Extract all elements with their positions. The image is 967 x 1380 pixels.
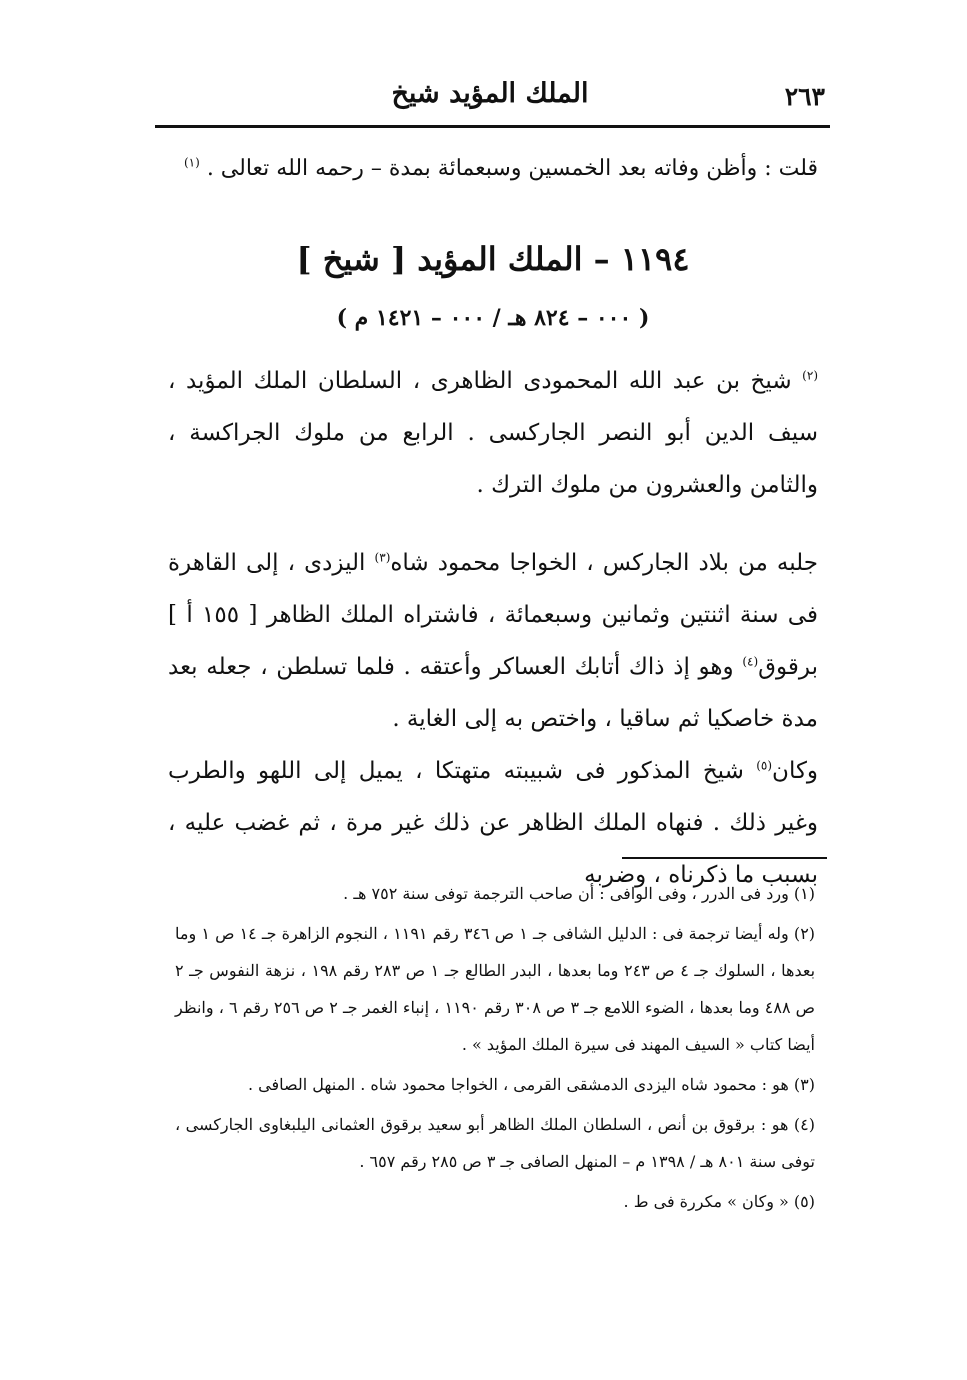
entry-title: ١١٩٤ – الملك المؤيد [ شيخ ]	[296, 240, 690, 278]
page-header	[155, 72, 825, 122]
p3-text-a: وكان	[772, 758, 819, 784]
p1-text: شيخ بن عبد الله المحمودى الظاهرى ، السلطان الملك المؤيد ، سيف الدين أبو النصر الجاركسى . الرابع من ملوك الجراكسة ، والثامن والعشرون من ملوك الترك .	[168, 368, 818, 498]
footnote-3: (٣) هو : محمود شاه اليزدى الدمشقى القرمى ، الخواجا محمود شاه . المنهل الصافى .	[247, 1075, 815, 1094]
intro-note-marker: (١)	[183, 155, 200, 170]
page-number: ٢٦٣	[784, 82, 825, 111]
footnotes	[175, 875, 815, 1223]
header-rule	[155, 125, 830, 128]
paragraph-1	[168, 355, 818, 511]
footnote-1: (١) ورد فى الدرر ، وفى الوافى : أن صاحب الترجمة توفى سنة ٧٥٢ هـ .	[343, 884, 815, 903]
p2-text-b: اليزدى ، إلى القاهرة فى سنة اثنتين وثمانين وسبعمائة ، فاشتراه الملك الظاهر [ ١٥٥ أ ] برقوق	[168, 550, 818, 680]
p2-note-marker-1: (٣)	[374, 550, 391, 565]
intro-text: قلت : وأظن وفاته بعد الخمسين وسبعمائة بمدة – رحمه الله تعالى .	[206, 156, 818, 181]
footnote-5: (٥) « وكان » مكررة فى ط .	[623, 1192, 815, 1211]
footnote-2: (٢) وله أيضا ترجمة فى : الدليل الشافى جـ ١ ص ٣٤٦ رقم ١١٩١ ، النجوم الزاهرة جـ ١٤ ص ١ وما بعدها ، السلوك جـ ٤ ص ٢٤٣ وما بعدها ، البدر الطالع جـ ١ ص ٢٨٣ رقم ١٩٨ ، نزهة النفوس جـ ٢ ص ٤٨٨ وما بعدها ، الضوء اللامع جـ ٣ ص ٣٠٨ رقم ١١٩٠ ، إنباء الغمر جـ ٢ ص ٢٥٦ رقم ٦ ، وانظر أيضا كتاب « السيف المهند فى سيرة الملك المؤيد » .	[175, 924, 816, 1054]
p3-note-marker: (٥)	[756, 758, 773, 773]
entry-dates: ( ٠٠٠ – ٨٢٤ هـ / ٠٠٠ – ١٤٢١ م )	[336, 305, 650, 331]
p2-text-c: وهو إذ ذاك أتابك العساكر وأعتقه . فلما تسلطن ، جعله بعد مدة خاصكيا ثم ساقيا ، واختص به إلى الغاية .	[168, 654, 818, 732]
p2-note-marker-2: (٤)	[742, 654, 759, 669]
running-title: الملك المؤيد شيخ	[391, 78, 589, 109]
footnote-rule	[622, 857, 827, 859]
p1-note-marker: (٢)	[802, 368, 818, 383]
p3-text-b: شيخ المذكور فى شبيبته متهتكا ، يميل إلى اللهو والطرب وغير ذلك . فنهاه الملك الظاهر عن ذلك غير مرة ، ثم غضب عليه ، بسبب ما ذكرناه ، وضربه	[168, 758, 818, 888]
paragraph-2	[168, 537, 818, 745]
footnote-4: (٤) هو : برقوق بن أنص ، السلطان الملك الظاهر أبو سعيد برقوق العثمانى اليلبغاوى الجاركسى ، توفى سنة ٨٠١ هـ / ١٣٩٨ م – المنهل الصافى جـ ٣ ص ٢٨٥ رقم ٦٥٧ .	[175, 1115, 815, 1171]
p2-text-a: جلبه من بلاد الجاركس ، الخواجا محمود شاه	[390, 550, 819, 576]
intro-line	[168, 150, 818, 188]
